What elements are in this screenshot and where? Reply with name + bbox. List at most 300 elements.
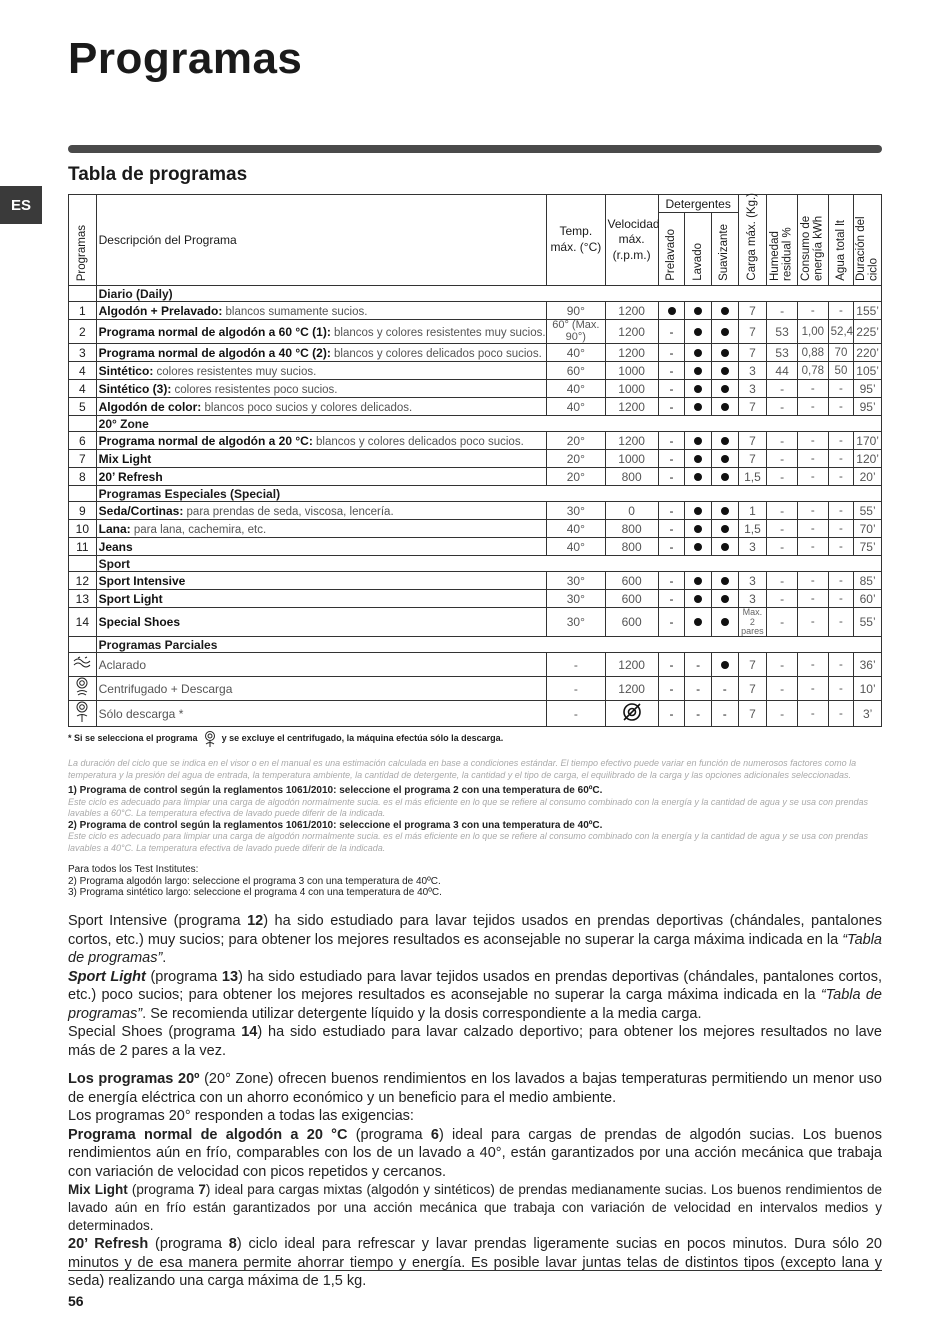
dot-icon: [721, 618, 729, 626]
program-name: Mix Light: [98, 451, 152, 466]
temp-cell: 20°: [547, 450, 605, 468]
humedad-cell: -: [767, 380, 798, 398]
test-note-2: 3) Programa sintético largo: seleccione el programa 4 con una temperatura de 40ºC.: [68, 887, 442, 898]
dot-icon: [694, 525, 702, 533]
temp-cell: 90°: [547, 302, 605, 320]
prelavado-cell: -: [658, 572, 685, 590]
lavado-cell: -: [685, 677, 712, 701]
table-row: [69, 572, 882, 590]
paragraph-sport-light: Sport Light (programa 13) ha sido estudiado para lavar tejidos usados en prendas deportivas (chándales, pantalones cortos, etc.) poco sucios; para obtener los mejores resultados es aconsejable no superar la carga máxima indicada en la “Tabla de programas”. Se recomienda utilizar detergente líquido y la dosis correspondiente a la media carga.: [68, 968, 882, 1022]
agua-cell: -: [828, 677, 854, 701]
program-description: [96, 450, 547, 468]
lavado-cell: [685, 362, 712, 380]
table-row: [69, 701, 882, 727]
temp-cell: -: [547, 701, 605, 727]
agua-cell: -: [828, 572, 854, 590]
suavizante-cell: [711, 320, 738, 344]
prelavado-cell: -: [658, 344, 685, 362]
program-number: 2: [69, 320, 97, 344]
paragraph-refresh: 20’ Refresh (programa 8) ciclo ideal para refrescar y lavar prendas ligeramente sucias en pocos minutos. Dura sólo 20 minutos y de esa manera permite ahorrar tiempo y energía. Es posible lavar juntas telas de distintos tipos (excepto lana y seda) realizando una carga máxima de 1,5 kg.: [68, 1236, 882, 1289]
humedad-cell: -: [767, 677, 798, 701]
program-description: [96, 432, 547, 450]
lavado-cell: [685, 302, 712, 320]
carga-cell: Max. 2 pares: [738, 608, 767, 637]
dot-icon: [694, 618, 702, 626]
suavizante-cell: [711, 538, 738, 556]
header-duracion: Duración del ciclo: [854, 195, 882, 286]
consumo-cell: -: [797, 653, 828, 677]
duracion-cell: 155’: [854, 302, 882, 320]
program-name: Lana:: [98, 521, 131, 536]
note1-text: Este ciclo es adecuado para limpiar una carga de algodón normalmente sucia. es el más eficiente en lo que se refiere al consumo combinado con la energía y la cantidad de agua y se usa con prendas lavables a 60°C. La temperatura efectiva de lavado puede diferir de la indicada.: [68, 796, 868, 818]
program-description: [96, 320, 547, 344]
prelavado-cell: -: [658, 590, 685, 608]
speed-cell: 1200: [605, 653, 658, 677]
duracion-cell: 120’: [854, 450, 882, 468]
program-table: [68, 194, 882, 727]
temp-cell: 60° (Max. 90°): [547, 320, 605, 344]
group-spacer: [69, 556, 97, 572]
carga-cell: 7: [738, 701, 767, 727]
carga-cell: 7: [738, 450, 767, 468]
humedad-cell: -: [767, 590, 798, 608]
program-name: Algodón de color:: [98, 399, 202, 414]
agua-cell: -: [828, 608, 854, 637]
prelavado-cell: -: [658, 701, 685, 727]
suavizante-cell: -: [711, 677, 738, 701]
program-number: 7: [69, 450, 97, 468]
dot-icon: [721, 349, 729, 357]
drain-icon: [202, 730, 218, 748]
program-description: [96, 653, 547, 677]
table-row: [69, 677, 882, 701]
humedad-cell: -: [767, 538, 798, 556]
program-detail: blancos y colores resistentes muy sucios.: [330, 326, 546, 339]
table-row: [69, 520, 882, 538]
prelavado-cell: -: [658, 677, 685, 701]
agua-cell: -: [828, 432, 854, 450]
asterisk-note: * Si se selecciona el programa y se excluye el centrifugado, la máquina efectúa sólo la descarga.: [68, 730, 882, 748]
dot-icon: [694, 595, 702, 603]
consumo-cell: -: [797, 432, 828, 450]
program-number: 9: [69, 502, 97, 520]
dot-icon: [721, 543, 729, 551]
suavizante-cell: [711, 608, 738, 637]
program-detail: blancos y colores delicados poco sucios.: [330, 347, 542, 360]
consumo-cell: -: [797, 538, 828, 556]
consumo-cell: -: [797, 701, 828, 727]
lavado-cell: [685, 590, 712, 608]
dot-icon: [721, 367, 729, 375]
speed-cell: 1200: [605, 432, 658, 450]
consumo-cell: 0,88: [797, 344, 828, 362]
group-title: Programas Especiales (Special): [96, 486, 881, 502]
group-row: [69, 556, 882, 572]
lavado-cell: [685, 432, 712, 450]
table-row: [69, 362, 882, 380]
lavado-cell: [685, 344, 712, 362]
header-prelavado: Prelavado: [658, 213, 685, 286]
prelavado-cell: -: [658, 362, 685, 380]
dot-icon: [694, 328, 702, 336]
body-text: [68, 912, 882, 1291]
group-row: [69, 416, 882, 432]
test-note-1: 2) Programa algodón largo: seleccione el programa 3 con una temperatura de 40ºC.: [68, 875, 441, 887]
suavizante-cell: [711, 380, 738, 398]
duracion-cell: 170’: [854, 432, 882, 450]
agua-cell: 50: [828, 362, 854, 380]
carga-cell: 7: [738, 302, 767, 320]
speed-cell: 800: [605, 468, 658, 486]
header-velocidad: Velocidad máx. (r.p.m.): [605, 195, 658, 286]
humedad-cell: -: [767, 608, 798, 637]
table-row: [69, 380, 882, 398]
program-number: 11: [69, 538, 97, 556]
humedad-cell: -: [767, 502, 798, 520]
temp-cell: 40°: [547, 380, 605, 398]
suavizante-cell: [711, 502, 738, 520]
program-number: 4: [69, 362, 97, 380]
program-description: [96, 502, 547, 520]
humedad-cell: -: [767, 468, 798, 486]
paragraph-special-shoes: Special Shoes (programa 14) ha sido estudiado para lavar calzado deportivo; para obtener los mejores resultados no lave más de 2 pares a la vez.: [68, 1024, 882, 1059]
duracion-cell: 85’: [854, 572, 882, 590]
paragraph-mix-light: Mix Light (programa 7) ideal para cargas mixtas (algodón y sintéticos) de prendas medianamente sucias. Los buenos rendimientos de lavado aún en frío están garantizados por una acción mecánica que trabaja con variación de velocidad en intervalos medios y determinados.: [68, 1182, 882, 1233]
humedad-cell: 53: [767, 320, 798, 344]
table-row: [69, 608, 882, 637]
program-description: [96, 590, 547, 608]
dot-icon: [721, 455, 729, 463]
lavado-cell: [685, 450, 712, 468]
group-title: Diario (Daily): [96, 286, 881, 302]
agua-cell: 70: [828, 344, 854, 362]
humedad-cell: -: [767, 398, 798, 416]
note2-title: 2) Programa de control según la reglamentos 1061/2010: seleccione el programa 3 con una temperatura de 40ºC.: [68, 819, 603, 831]
agua-cell: -: [828, 701, 854, 727]
header-temp: Temp. máx. (°C): [547, 195, 605, 286]
program-detail: Centrifugado + Descarga: [98, 681, 233, 696]
lavado-cell: -: [685, 653, 712, 677]
program-description: [96, 701, 547, 727]
table-row: [69, 502, 882, 520]
dot-icon: [721, 328, 729, 336]
program-detail: para lana, cachemira, etc.: [130, 523, 267, 536]
title-rule: [68, 145, 882, 153]
program-name: Programa normal de algodón a 40 °C (2):: [98, 345, 331, 360]
temp-cell: 20°: [547, 432, 605, 450]
carga-cell: 7: [738, 432, 767, 450]
speed-cell: 1200: [605, 302, 658, 320]
duracion-cell: 220’: [854, 344, 882, 362]
lavado-cell: [685, 520, 712, 538]
table-row: [69, 468, 882, 486]
program-number: 14: [69, 608, 97, 637]
speed-cell: 800: [605, 538, 658, 556]
program-detail: Aclarado: [98, 657, 147, 672]
speed-cell: 600: [605, 590, 658, 608]
duracion-cell: 70’: [854, 520, 882, 538]
carga-cell: 7: [738, 344, 767, 362]
header-programas: Programas: [69, 195, 97, 286]
program-number: 1: [69, 302, 97, 320]
carga-cell: 7: [738, 398, 767, 416]
consumo-cell: -: [797, 590, 828, 608]
program-name: Seda/Cortinas:: [98, 503, 184, 518]
lavado-cell: [685, 502, 712, 520]
table-row: [69, 590, 882, 608]
program-number: 12: [69, 572, 97, 590]
agua-cell: -: [828, 538, 854, 556]
duration-note: La duración del ciclo que se indica en el visor o en el manual es una estimación calculada en base a condiciones estándar. El tiempo efectivo puede variar en función de numerosos factores como la temperatura y la presión del agua de entrada, la temperatura ambiente, la cantidad de detergente, la cantidad y el tipo de carga, el equilibrado de la carga y las opciones adicionales seleccionadas.: [68, 758, 857, 780]
program-name: Programa normal de algodón a 60 °C (1):: [98, 324, 331, 339]
speed-cell: 0: [605, 502, 658, 520]
page-title: Programas: [68, 34, 303, 83]
humedad-cell: 53: [767, 344, 798, 362]
group-spacer: [69, 416, 97, 432]
dot-icon: [694, 507, 702, 515]
group-row: [69, 286, 882, 302]
table-row: [69, 320, 882, 344]
group-row: [69, 637, 882, 653]
suavizante-cell: [711, 590, 738, 608]
prelavado-cell: -: [658, 380, 685, 398]
duracion-cell: 95’: [854, 380, 882, 398]
table-row: [69, 344, 882, 362]
paragraph-20-intro: Los programas 20° responden a todas las exigencias:: [68, 1108, 414, 1124]
dot-icon: [721, 661, 729, 669]
humedad-cell: -: [767, 432, 798, 450]
agua-cell: 52,4: [828, 320, 854, 344]
header-lavado: Lavado: [685, 213, 712, 286]
program-name: Jeans: [98, 539, 133, 554]
prelavado-cell: -: [658, 520, 685, 538]
duracion-cell: 3’: [854, 701, 882, 727]
dot-icon: [694, 349, 702, 357]
program-number: 8: [69, 468, 97, 486]
suavizante-cell: [711, 520, 738, 538]
lavado-cell: [685, 468, 712, 486]
prelavado-cell: -: [658, 398, 685, 416]
dot-icon: [721, 473, 729, 481]
program-name: Sport Intensive: [98, 573, 186, 588]
page-number: 56: [68, 1293, 84, 1309]
dot-icon: [721, 307, 729, 315]
table-row: [69, 538, 882, 556]
paragraph-20-zone: Los programas 20º (20° Zone) ofrecen buenos rendimientos en los lavados a bajas temperaturas permitiendo un menor uso de energía eléctrica con un ahorro económico y un beneficio para el medio ambiente.: [68, 1071, 882, 1106]
rinse-icon: [69, 653, 97, 677]
temp-cell: 30°: [547, 590, 605, 608]
table-row: [69, 302, 882, 320]
program-description: [96, 538, 547, 556]
agua-cell: -: [828, 502, 854, 520]
table-row: [69, 450, 882, 468]
paragraph-algodon-20: Programa normal de algodón a 20 °C (programa 6) ideal para cargas de prendas de algodón sucias. Los buenos rendimientos aún en frío, comparables con los de un lavado a 40°, están garantizados por una acción mecánica que trabaja con variación de velocidad con picos repetidos y cercanos.: [68, 1126, 882, 1180]
prelavado-cell: -: [658, 468, 685, 486]
suavizante-cell: [711, 344, 738, 362]
paragraph-sport-intensive: Sport Intensive (programa 12) ha sido estudiado para lavar tejidos usados en prendas deportivas (chándales, pantalones cortos, etc.) muy sucios; para obtener los mejores resultados es aconsejable no superar la carga máxima indicada en la “Tabla de programas”.: [68, 913, 882, 966]
temp-cell: 30°: [547, 572, 605, 590]
duracion-cell: 225’: [854, 320, 882, 344]
consumo-cell: -: [797, 398, 828, 416]
program-number: 10: [69, 520, 97, 538]
program-detail: colores resistentes poco sucios.: [171, 383, 338, 396]
temp-cell: 60°: [547, 362, 605, 380]
temp-cell: 30°: [547, 608, 605, 637]
consumo-cell: 0,78: [797, 362, 828, 380]
agua-cell: -: [828, 380, 854, 398]
table-row: [69, 653, 882, 677]
lavado-cell: [685, 572, 712, 590]
humedad-cell: 44: [767, 362, 798, 380]
temp-cell: 40°: [547, 344, 605, 362]
duracion-cell: 105’: [854, 362, 882, 380]
dot-icon: [694, 577, 702, 585]
drain-icon: [69, 701, 97, 727]
suavizante-cell: [711, 362, 738, 380]
note1-title: 1) Programa de control según la reglamentos 1061/2010: seleccione el programa 2 con una temperatura de 60ºC.: [68, 785, 603, 796]
program-name: Sport Light: [98, 591, 163, 606]
dot-icon: [694, 455, 702, 463]
dot-icon: [721, 403, 729, 411]
header-carga: Carga máx. (Kg.): [738, 195, 767, 286]
note2-text: Este ciclo es adecuado para limpiar una carga de algodón normalmente sucia. es el más eficiente en lo que se refiere al consumo combinado con la energía y la cantidad de agua y se usa con prendas lavables a 40°C. La temperatura efectiva de lavado puede diferir de la indicada.: [68, 831, 868, 853]
agua-cell: -: [828, 302, 854, 320]
consumo-cell: -: [797, 302, 828, 320]
temp-cell: 40°: [547, 538, 605, 556]
prelavado-cell: -: [658, 608, 685, 637]
agua-cell: -: [828, 520, 854, 538]
suavizante-cell: [711, 468, 738, 486]
suavizante-cell: [711, 432, 738, 450]
humedad-cell: -: [767, 520, 798, 538]
program-detail: blancos poco sucios y colores delicados.: [201, 401, 413, 414]
prelavado-cell: -: [658, 653, 685, 677]
agua-cell: -: [828, 450, 854, 468]
test-institutes-title: Para todos los Test Institutes:: [68, 864, 199, 875]
dot-icon: [668, 307, 676, 315]
carga-cell: 3: [738, 362, 767, 380]
program-detail: blancos sumamente sucios.: [222, 305, 368, 318]
program-name: Sintético (3):: [98, 381, 172, 396]
section-title: Tabla de programas: [68, 164, 248, 185]
consumo-cell: -: [797, 502, 828, 520]
speed-cell: 600: [605, 608, 658, 637]
notes: [68, 730, 882, 899]
program-description: [96, 468, 547, 486]
program-description: [96, 344, 547, 362]
consumo-cell: -: [797, 468, 828, 486]
speed-cell: 1000: [605, 450, 658, 468]
program-number: 4: [69, 380, 97, 398]
dot-icon: [694, 367, 702, 375]
table-row: [69, 432, 882, 450]
program-description: [96, 520, 547, 538]
dot-icon: [721, 437, 729, 445]
program-detail: Sólo descarga *: [98, 706, 184, 721]
consumo-cell: -: [797, 450, 828, 468]
dot-icon: [694, 403, 702, 411]
suavizante-cell: [711, 572, 738, 590]
dot-icon: [721, 595, 729, 603]
prelavado-cell: -: [658, 320, 685, 344]
suavizante-cell: [711, 450, 738, 468]
speed-cell: 600: [605, 572, 658, 590]
prelavado-cell: -: [658, 538, 685, 556]
dot-icon: [721, 385, 729, 393]
duracion-cell: 10’: [854, 677, 882, 701]
program-number: 13: [69, 590, 97, 608]
temp-cell: -: [547, 677, 605, 701]
lavado-cell: [685, 380, 712, 398]
humedad-cell: -: [767, 572, 798, 590]
language-tab: ES: [0, 186, 42, 224]
suavizante-cell: [711, 653, 738, 677]
group-title: Programas Parciales: [96, 637, 881, 653]
carga-cell: 1,5: [738, 520, 767, 538]
group-spacer: [69, 486, 97, 502]
program-name: Sintético:: [98, 363, 154, 378]
group-title: 20° Zone: [96, 416, 881, 432]
prelavado-cell: [658, 302, 685, 320]
dot-icon: [721, 525, 729, 533]
carga-cell: 3: [738, 538, 767, 556]
speed-cell: 1000: [605, 362, 658, 380]
prelavado-cell: -: [658, 450, 685, 468]
speed-cell: 1200: [605, 320, 658, 344]
spin-icon: [69, 677, 97, 701]
lavado-cell: [685, 608, 712, 637]
program-description: [96, 380, 547, 398]
program-name: Algodón + Prelavado:: [98, 303, 223, 318]
consumo-cell: -: [797, 608, 828, 637]
humedad-cell: -: [767, 450, 798, 468]
lavado-cell: [685, 538, 712, 556]
dot-icon: [694, 307, 702, 315]
suavizante-cell: [711, 398, 738, 416]
temp-cell: -: [547, 653, 605, 677]
temp-cell: 40°: [547, 398, 605, 416]
header-descripcion: Descripción del Programa: [96, 195, 547, 286]
program-number: 6: [69, 432, 97, 450]
header-detergentes: Detergentes: [658, 195, 738, 213]
dot-icon: [721, 507, 729, 515]
lavado-cell: -: [685, 701, 712, 727]
duracion-cell: 95’: [854, 398, 882, 416]
consumo-cell: -: [797, 380, 828, 398]
agua-cell: -: [828, 468, 854, 486]
consumo-cell: 1,00: [797, 320, 828, 344]
program-detail: colores resistentes muy sucios.: [153, 365, 317, 378]
duracion-cell: 75’: [854, 538, 882, 556]
header-humedad: Humedad residual %: [767, 195, 798, 286]
carga-cell: 7: [738, 653, 767, 677]
header-consumo: Consumo de energía kWh: [797, 195, 828, 286]
carga-cell: 1,5: [738, 468, 767, 486]
temp-cell: 20°: [547, 468, 605, 486]
prelavado-cell: -: [658, 432, 685, 450]
carga-cell: 7: [738, 677, 767, 701]
humedad-cell: -: [767, 701, 798, 727]
humedad-cell: -: [767, 302, 798, 320]
consumo-cell: -: [797, 677, 828, 701]
program-detail: blancos y colores delicados poco sucios.: [312, 435, 524, 448]
carga-cell: 3: [738, 590, 767, 608]
program-detail: para prendas de seda, viscosa, lencería.: [183, 505, 394, 518]
speed-cell: 1200: [605, 677, 658, 701]
suavizante-cell: [711, 302, 738, 320]
consumo-cell: -: [797, 520, 828, 538]
program-name: Programa normal de algodón a 20 °C:: [98, 433, 313, 448]
